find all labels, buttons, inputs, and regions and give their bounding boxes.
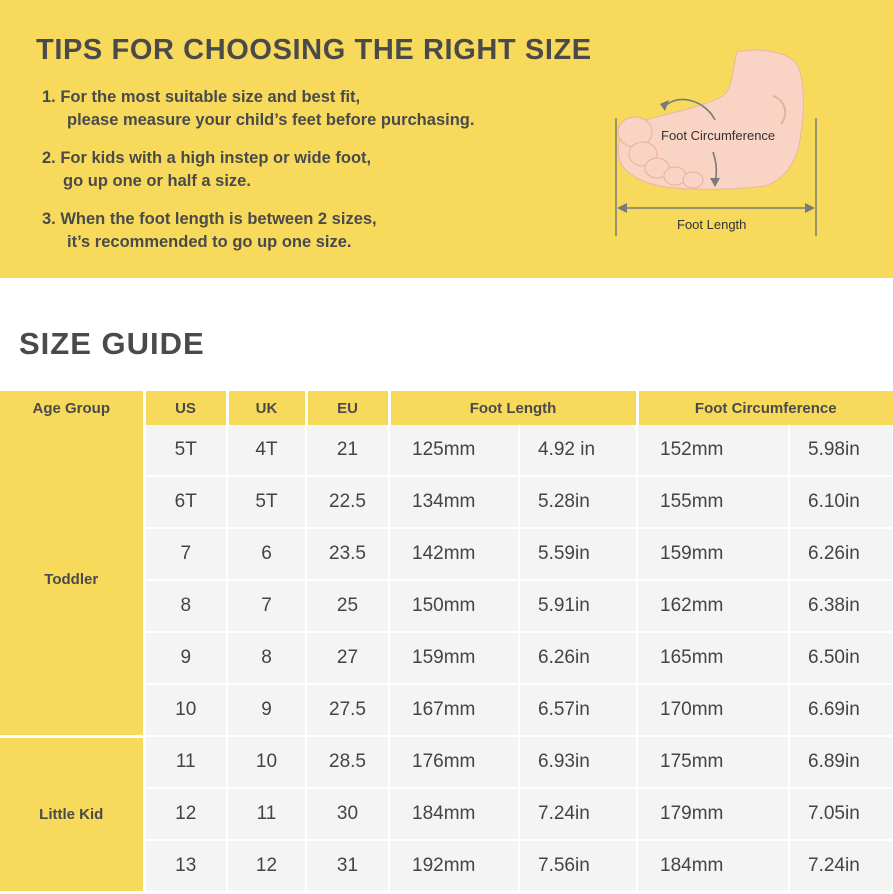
foot-length-in-cell: 5.91in bbox=[519, 580, 637, 632]
foot-circumference-in-cell: 6.50in bbox=[789, 632, 893, 684]
foot-length-mm-cell: 167mm bbox=[389, 684, 519, 736]
foot-length-in-cell: 5.28in bbox=[519, 476, 637, 528]
us-size-cell: 11 bbox=[144, 736, 227, 788]
header-uk: UK bbox=[227, 391, 306, 425]
eu-size-cell: 27 bbox=[306, 632, 389, 684]
header-eu: EU bbox=[306, 391, 389, 425]
foot-length-mm-cell: 159mm bbox=[389, 632, 519, 684]
us-size-cell: 7 bbox=[144, 528, 227, 580]
uk-size-cell: 11 bbox=[227, 788, 306, 840]
tips-title: TIPS FOR CHOOSING THE RIGHT SIZE bbox=[36, 34, 592, 66]
uk-size-cell: 4T bbox=[227, 425, 306, 476]
us-size-cell: 6T bbox=[144, 476, 227, 528]
tip-2 bbox=[42, 147, 371, 193]
eu-size-cell: 28.5 bbox=[306, 736, 389, 788]
us-size-cell: 9 bbox=[144, 632, 227, 684]
foot-circumference-in-cell: 6.69in bbox=[789, 684, 893, 736]
uk-size-cell: 9 bbox=[227, 684, 306, 736]
eu-size-cell: 31 bbox=[306, 840, 389, 892]
foot-length-mm-cell: 150mm bbox=[389, 580, 519, 632]
tip-1-line2: please measure your child’s feet before purchasing. bbox=[67, 111, 475, 129]
age-group-cell: Little Kid bbox=[0, 736, 144, 892]
uk-size-cell: 10 bbox=[227, 736, 306, 788]
eu-size-cell: 27.5 bbox=[306, 684, 389, 736]
eu-size-cell: 22.5 bbox=[306, 476, 389, 528]
eu-size-cell: 30 bbox=[306, 788, 389, 840]
header-foot-length: Foot Length bbox=[389, 391, 637, 425]
size-guide-table bbox=[0, 391, 893, 894]
table-header-row bbox=[0, 391, 893, 425]
tip-3 bbox=[42, 208, 377, 254]
foot-length-mm-cell: 176mm bbox=[389, 736, 519, 788]
tip-1 bbox=[42, 86, 474, 132]
foot-circumference-mm-cell: 165mm bbox=[637, 632, 789, 684]
uk-size-cell: 5T bbox=[227, 476, 306, 528]
foot-length-in-cell: 4.92 in bbox=[519, 425, 637, 476]
uk-size-cell: 6 bbox=[227, 528, 306, 580]
foot-length-mm-cell: 192mm bbox=[389, 840, 519, 892]
foot-circumference-in-cell: 6.10in bbox=[789, 476, 893, 528]
circumference-label: Foot Circumference bbox=[661, 128, 776, 143]
eu-size-cell: 21 bbox=[306, 425, 389, 476]
foot-length-mm-cell: 125mm bbox=[389, 425, 519, 476]
eu-size-cell: 25 bbox=[306, 580, 389, 632]
eu-size-cell: 23.5 bbox=[306, 528, 389, 580]
size-guide-title: SIZE GUIDE bbox=[19, 326, 205, 361]
foot-length-in-cell: 6.26in bbox=[519, 632, 637, 684]
foot-length-in-cell: 6.93in bbox=[519, 736, 637, 788]
foot-length-in-cell: 6.57in bbox=[519, 684, 637, 736]
us-size-cell: 5T bbox=[144, 425, 227, 476]
foot-circumference-in-cell: 7.24in bbox=[789, 840, 893, 892]
uk-size-cell: 7 bbox=[227, 580, 306, 632]
header-us: US bbox=[144, 391, 227, 425]
us-size-cell: 8 bbox=[144, 580, 227, 632]
foot-illustration bbox=[618, 50, 803, 189]
foot-circumference-in-cell: 5.98in bbox=[789, 425, 893, 476]
foot-circumference-mm-cell: 179mm bbox=[637, 788, 789, 840]
foot-circumference-mm-cell: 159mm bbox=[637, 528, 789, 580]
foot-length-in-cell: 7.24in bbox=[519, 788, 637, 840]
foot-circumference-mm-cell: 155mm bbox=[637, 476, 789, 528]
length-label: Foot Length bbox=[677, 217, 747, 232]
foot-measurement-diagram bbox=[605, 40, 835, 250]
foot-length-in-cell: 5.59in bbox=[519, 528, 637, 580]
header-foot-circumference: Foot Circumference bbox=[637, 391, 893, 425]
table-row bbox=[0, 736, 893, 788]
us-size-cell: 10 bbox=[144, 684, 227, 736]
foot-length-mm-cell: 184mm bbox=[389, 788, 519, 840]
tip-3-line1: 3. When the foot length is between 2 sizes, bbox=[42, 210, 377, 228]
age-group-cell: Toddler bbox=[0, 425, 144, 736]
tip-1-line1: 1. For the most suitable size and best fit, bbox=[42, 88, 361, 106]
foot-length-mm-cell: 142mm bbox=[389, 528, 519, 580]
header-age-group: Age Group bbox=[0, 391, 144, 425]
uk-size-cell: 12 bbox=[227, 840, 306, 892]
foot-circumference-mm-cell: 175mm bbox=[637, 736, 789, 788]
tip-2-line2: go up one or half a size. bbox=[63, 172, 251, 190]
foot-circumference-mm-cell: 152mm bbox=[637, 425, 789, 476]
foot-circumference-in-cell: 6.38in bbox=[789, 580, 893, 632]
foot-length-in-cell: 7.56in bbox=[519, 840, 637, 892]
us-size-cell: 12 bbox=[144, 788, 227, 840]
foot-circumference-mm-cell: 184mm bbox=[637, 840, 789, 892]
foot-circumference-mm-cell: 162mm bbox=[637, 580, 789, 632]
tips-panel bbox=[0, 0, 893, 278]
table-body bbox=[0, 425, 893, 892]
us-size-cell: 13 bbox=[144, 840, 227, 892]
tip-2-line1: 2. For kids with a high instep or wide foot, bbox=[42, 149, 372, 167]
foot-circumference-in-cell: 7.05in bbox=[789, 788, 893, 840]
foot-circumference-in-cell: 6.26in bbox=[789, 528, 893, 580]
table-row bbox=[0, 425, 893, 476]
foot-circumference-mm-cell: 170mm bbox=[637, 684, 789, 736]
uk-size-cell: 8 bbox=[227, 632, 306, 684]
tip-3-line2: it’s recommended to go up one size. bbox=[67, 233, 352, 251]
foot-length-mm-cell: 134mm bbox=[389, 476, 519, 528]
foot-circumference-in-cell: 6.89in bbox=[789, 736, 893, 788]
